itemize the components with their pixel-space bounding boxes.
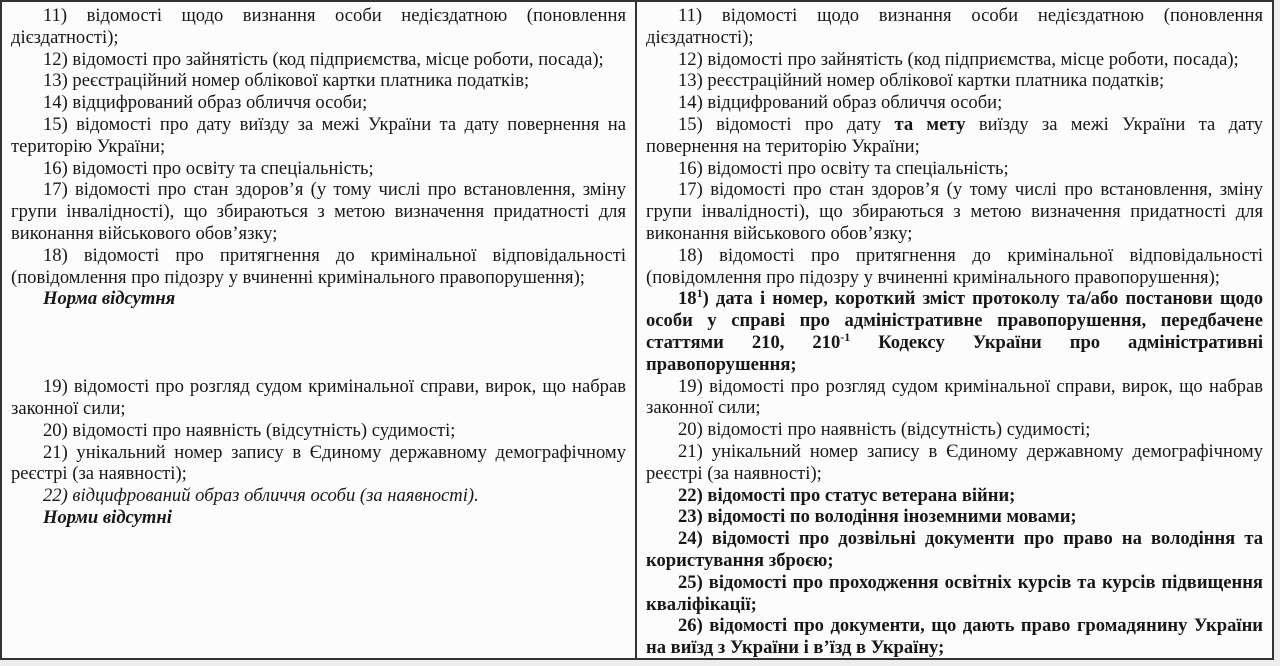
paragraph: 18) відомості про притягнення до кримінальної відповідальності (повідомлення про підозру у вчиненні кримінального правопорушення); (646, 244, 1263, 288)
paragraph: Норми відсутні (43, 506, 172, 528)
paragraph: 26) відомості про документи, що дають право громадянину України на виїзд з України і в’їзд в Україну; (646, 615, 1263, 658)
paragraph: 14) відцифрований образ обличчя особи; (678, 92, 1003, 114)
paragraph: 12) відомості про зайнятість (код підприємства, місце роботи, посада); (678, 48, 1239, 70)
paragraph: 19) відомості про розгляд судом кримінальної справи, вирок, що набрав законної сили; (646, 375, 1263, 419)
paragraph: 25) відомості про проходження освітніх курсів та курсів підвищення кваліфікації; (646, 571, 1263, 615)
paragraph: 17) відомості про стан здоров’я (у тому числі про встановлення, зміну групи інвалідності), що збираються з метою визначення придатності для виконання військового обов’язку; (646, 179, 1263, 244)
paragraph: 15) відомості про дату та мету виїзду за межі України та дату повернення на територію України; (646, 113, 1263, 157)
empty-space (11, 310, 626, 376)
paragraph: 12) відомості про зайнятість (код підприємства, місце роботи, посада); (43, 48, 604, 70)
paragraph: 16) відомості про освіту та спеціальність; (678, 157, 1009, 179)
paragraph: 11) відомості щодо визнання особи недієздатною (поновлення дієздатності); (646, 5, 1263, 48)
paragraph: 11) відомості щодо визнання особи недієздатною (поновлення дієздатності); (11, 5, 626, 48)
paragraph: 22) відомості про статус ветерана війни; (678, 484, 1016, 506)
paragraph: 24) відомості про дозвільні документи про право на володіння та користування зброєю; (646, 528, 1263, 571)
paragraph: 21) унікальний номер запису в Єдиному державному демографічному реєстрі (за наявності); (646, 440, 1263, 484)
paragraph: 13) реєстраційний номер облікової картки платника податків; (43, 70, 530, 92)
column-current-version (2, 2, 637, 658)
paragraph: 17) відомості про стан здоров’я (у тому числі про встановлення, зміну групи інвалідності), що збираються з метою визначення придатності для виконання військового обов’язку; (11, 179, 626, 244)
paragraph: Норма відсутня (43, 288, 176, 310)
paragraph: $18^1$) дата і номер, короткий зміст протоколу та/або постанови щодо особи у справі про адміністративне правопорушення, передбачене статтями 210, $210^{-1}$ Кодексу України про адміністративні правопорушення; (646, 286, 1263, 375)
paragraph: 14) відцифрований образ обличчя особи; (43, 92, 368, 114)
paragraph: 20) відомості про наявність (відсутність) судимості; (43, 419, 456, 441)
paragraph: 23) відомості по володіння іноземними мовами; (678, 506, 1077, 528)
paragraph: 21) унікальний номер запису в Єдиному державному демографічному реєстрі (за наявності); (11, 441, 626, 485)
paragraph: 20) відомості про наявність (відсутність) судимості; (678, 419, 1091, 441)
paragraph: 16) відомості про освіту та спеціальність; (43, 157, 374, 179)
paragraph: 18) відомості про притягнення до кримінальної відповідальності (повідомлення про підозру у вчиненні кримінального правопорушення); (11, 244, 626, 288)
column-proposed-version (637, 2, 1272, 658)
paragraph: 22) відцифрований образ обличчя особи (за наявності). (43, 485, 479, 507)
paragraph: 13) реєстраційний номер облікової картки платника податків; (678, 70, 1165, 92)
paragraph: 15) відомості про дату виїзду за межі України та дату повернення на територію України; (11, 113, 626, 157)
paragraph: 19) відомості про розгляд судом кримінальної справи, вирок, що набрав законної сили; (11, 376, 626, 419)
